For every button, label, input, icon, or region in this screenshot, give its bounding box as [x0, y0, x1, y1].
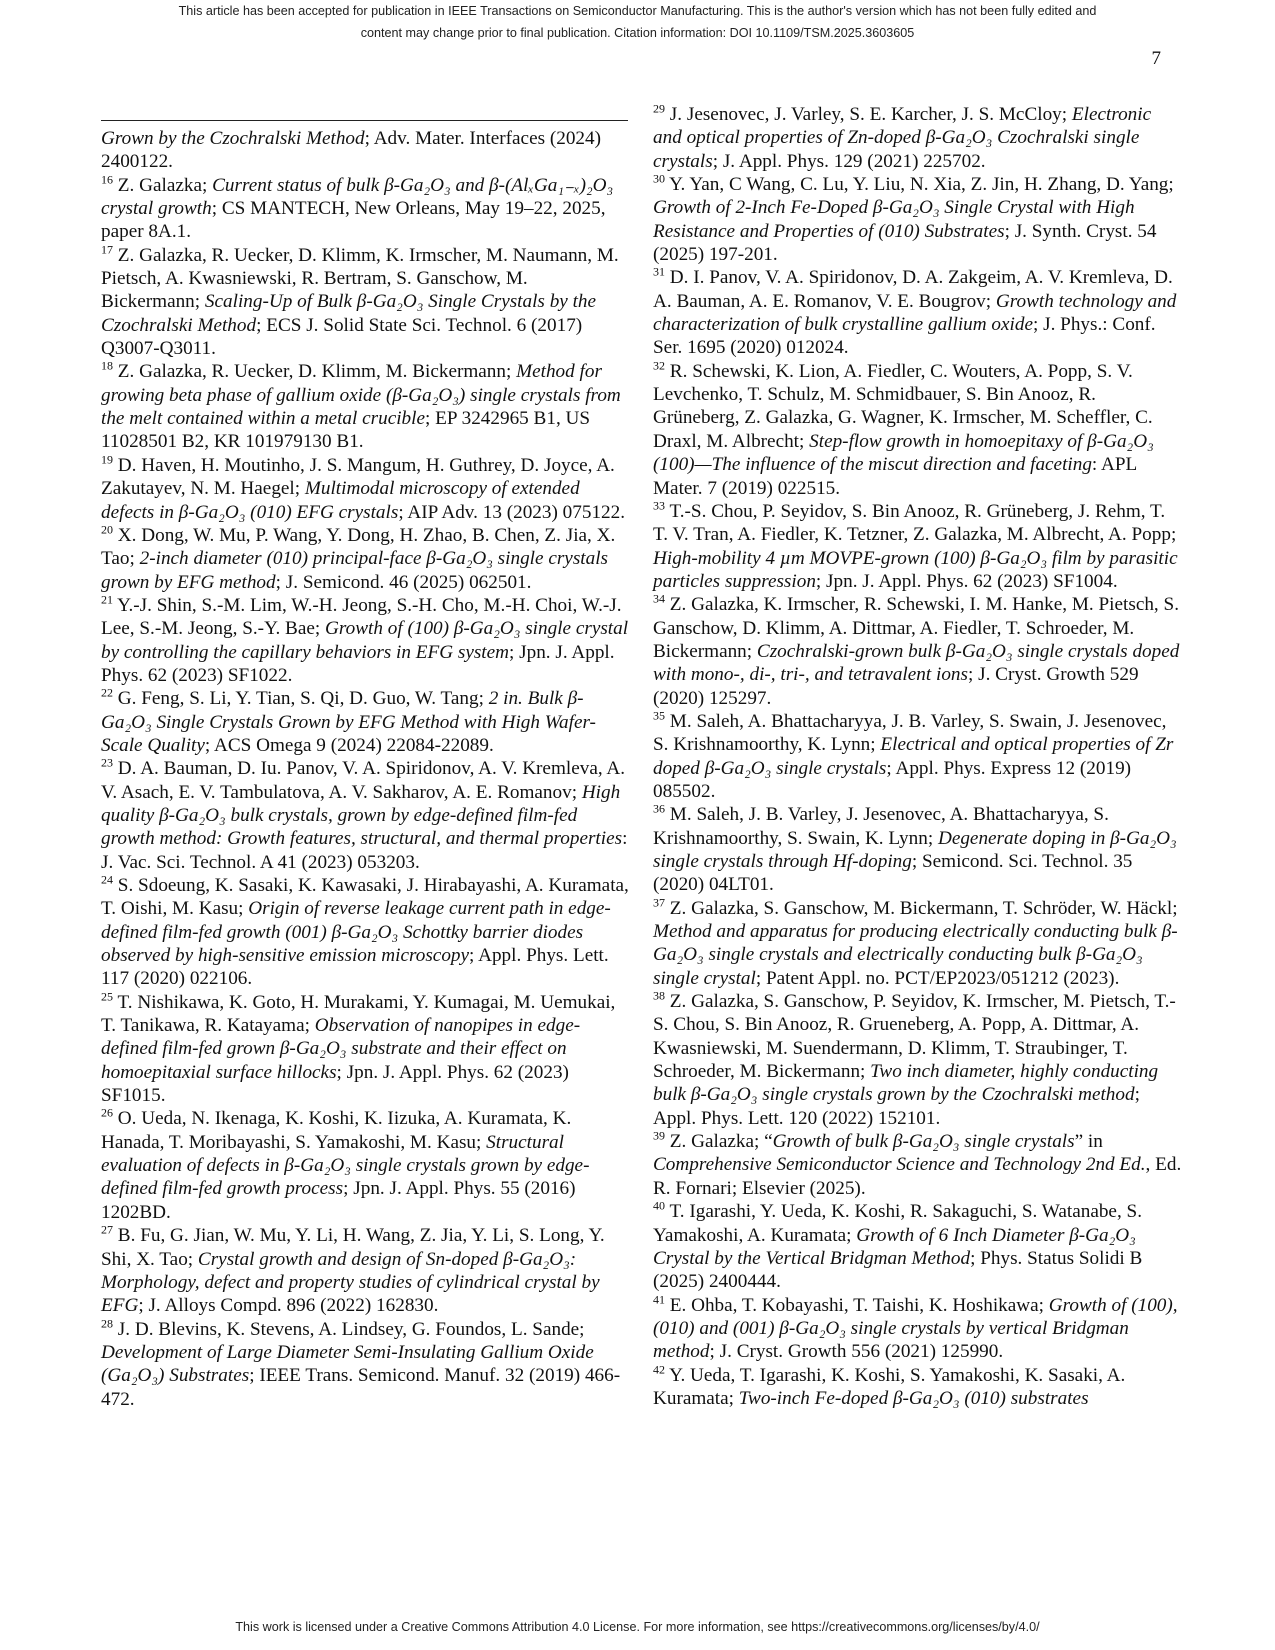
reference-text: ; EP 3242965 B1, US 11028501 B2, KR 101979130 B1.: [101, 408, 595, 453]
reference-number: 34: [653, 591, 665, 606]
reference-text: Z. Galazka, R. Uecker, D. Klimm, M. Bickermann;: [113, 361, 517, 383]
reference-text: Z. Galazka;: [113, 174, 213, 196]
reference-title: Electronic and optical properties of Zn-doped β-Ga₂O₃ Czochralski single crystals: [653, 104, 1156, 172]
reference-text: ; Patent Appl. no. PCT/EP2023/051212 (2023).: [755, 967, 1120, 989]
reference-title: 2-inch diameter (010) principal-face β-Ga₂O₃ single crystals grown by EFG method: [101, 548, 613, 593]
reference-text: D. A. Bauman, D. Iu. Panov, V. A. Spiridonov, A. V. Kremleva, A. V. Asach, E. V. Tambulatova, A. V. Sakharov, A. E. Romanov;: [101, 758, 630, 803]
reference-title: Crystal growth and design of Sn-doped β-Ga₂O₃: Morphology, defect and property studies of cylindrical crystal by EFG: [101, 1248, 605, 1317]
reference-entry: [653, 990, 1183, 1130]
reference-title: Growth technology and characterization of bulk crystalline gallium oxide: [653, 290, 1182, 336]
reference-text: ; IEEE Trans. Semicond. Manuf. 32 (2019) 466-472.: [101, 1365, 621, 1410]
reference-title: Observation of nanopipes in edge-defined film-fed grown β-Ga₂O₃ substrate and their effect on homoepitaxial surface hillocks: [101, 1015, 581, 1083]
reference-text: Y.-J. Shin, S.-M. Lim, W.-H. Jeong, S.-H. Cho, M.-H. Choi, W.-J. Lee, S.-M. Jeong, S.-Y. Bae;: [101, 594, 627, 640]
reference-title: Two-inch Fe-doped β-Ga₂O₃ (010) substrates: [738, 1387, 1089, 1409]
reference-text: ” in: [1074, 1131, 1108, 1153]
reference-text: G. Feng, S. Li, Y. Tian, S. Qi, D. Guo, W. Tang;: [113, 688, 489, 710]
reference-text: ; J. Synth. Cryst. 54 (2025) 197-201.: [653, 220, 1162, 266]
reference-number: 28: [101, 1316, 113, 1331]
reference-entry: [653, 266, 1183, 359]
reference-text: Z. Galazka, S. Ganschow, M. Bickermann, T. Schröder, W. Häckl;: [665, 897, 1183, 919]
reference-entry: [101, 1224, 629, 1317]
reference-number: 39: [653, 1128, 665, 1143]
reference-title: Two inch diameter, highly conducting bulk β-Ga₂O₃ single crystals grown by the Czochralski method: [653, 1061, 1163, 1106]
reference-number: 29: [653, 101, 665, 116]
reference-entry: [653, 803, 1183, 896]
reference-text: ; J. Cryst. Growth 556 (2021) 125990.: [709, 1341, 1004, 1363]
reference-title: Growth of (100), (010) and (001) β-Ga₂O₃ single crystals by vertical Bridgman method: [653, 1294, 1183, 1363]
reference-text: Z. Galazka, S. Ganschow, P. Seyidov, K. Irmscher, M. Pietsch, T.-S. Chou, S. Bin Anooz, R. Grueneberg, A. Popp, A. Dittmar, A. Kwasniewski, M. Suendermann, D. Klimm, T. Straubinger, T. Schroeder, M. Bickermann;: [653, 991, 1176, 1083]
reference-number: 37: [653, 895, 665, 910]
reference-title: Growth of bulk β-Ga₂O₃ single crystals: [772, 1131, 1075, 1153]
reference-number: 31: [653, 265, 665, 280]
reference-text: R. Schewski, K. Lion, A. Fiedler, C. Wouters, A. Popp, S. V. Levchenko, T. Schulz, M. Schmidbauer, S. Bin Anooz, R. Grüneberg, Z. Galazka, G. Wagner, K. Irmscher, M. Scheffler, C. Draxl, M. Albrecht;: [653, 360, 1158, 452]
reference-number: 30: [653, 171, 665, 186]
reference-text: J. D. Blevins, K. Stevens, A. Lindsey, G. Foundos, L. Sande;: [113, 1318, 590, 1340]
reference-title: Method and apparatus for producing electrically conducting bulk β-Ga₂O₃ single crystals and electrically conducting bulk β-Ga₂O₃ single crystal: [653, 921, 1178, 989]
reference-number: 21: [101, 592, 113, 607]
reference-entry: [101, 592, 633, 687]
reference-entry: [653, 593, 1183, 710]
reference-title: Growth of (100) β-Ga₂O₃ single crystal by controlling the capillary behaviors in EFG system: [101, 618, 633, 663]
reference-number: 26: [101, 1106, 113, 1121]
reference-text: ; J. Phys.: Conf. Ser. 1695 (2020) 012024.: [653, 314, 1161, 359]
reference-title: Growth of 6 Inch Diameter β-Ga₂O₃ Crystal by the Vertical Bridgman Method: [653, 1224, 1141, 1269]
reference-title: Czochralski-grown bulk β-Ga₂O₃ single crystals doped with mono-, di-, tri-, and tetravalent ions: [653, 640, 1185, 686]
reference-text: , Ed. R. Fornari; Elsevier (2025).: [653, 1154, 1187, 1199]
reference-text: D. Haven, H. Moutinho, J. S. Mangum, H. Guthrey, D. Joyce, A. Zakutayev, N. M. Haegel;: [101, 454, 620, 500]
reference-entry: [101, 127, 629, 174]
reference-text: ; Phys. Status Solidi B (2025) 2400444.: [653, 1247, 1148, 1293]
reference-text: ; Appl. Phys. Lett. 120 (2022) 152101.: [653, 1084, 1144, 1129]
reference-text: Y. Ueda, T. Igarashi, K. Koshi, S. Yamakoshi, K. Sasaki, A. Kuramata;: [653, 1364, 1131, 1409]
reference-number: 18: [101, 359, 113, 374]
reference-text: ; CS MANTECH, New Orleans, May 19–22, 2025, paper 8A.1.: [101, 198, 611, 243]
reference-title: Grown by the Czochralski Method: [101, 128, 365, 149]
reference-text: T.-S. Chou, P. Seyidov, S. Bin Anooz, R. Grüneberg, J. Rehm, T. T. V. Tran, A. Fiedler, K. Tetzner, Z. Galazka, M. Albrecht, A. Popp;: [653, 500, 1182, 546]
reference-text: ; ECS J. Solid State Sci. Technol. 6 (2017) Q3007-Q3011.: [101, 314, 587, 360]
reference-text: E. Ohba, T. Kobayashi, T. Taishi, K. Hoshikawa;: [665, 1294, 1049, 1316]
reference-number: 20: [101, 522, 113, 537]
license-footer: This work is licensed under a Creative Commons Attribution 4.0 License. For more information, see https://creativecommons.org/licenses/by/4.0/: [235, 1620, 1040, 1634]
reference-text: ; ACS Omega 9 (2024) 22084-22089.: [204, 734, 494, 756]
reference-entry: [653, 897, 1183, 990]
reference-entry: [101, 454, 629, 524]
reference-text: ; J. Appl. Phys. 129 (2021) 225702.: [712, 150, 986, 172]
reference-text: : J. Vac. Sci. Technol. A 41 (2023) 053203.: [101, 828, 633, 873]
reference-text: O. Ueda, N. Ikenaga, K. Koshi, K. Iizuka, A. Kuramata, K. Hanada, T. Moribayashi, S. Yamakoshi, M. Kasu;: [101, 1108, 577, 1153]
reference-text: ; Semicond. Sci. Technol. 35 (2020) 04LT01.: [653, 851, 1138, 896]
reference-title: Scaling-Up of Bulk β-Ga₂O₃ Single Crystals by the Czochralski Method: [101, 291, 601, 336]
reference-number: 33: [653, 498, 665, 513]
reference-entry: [653, 1200, 1183, 1293]
reference-number: 23: [101, 755, 113, 770]
reference-title: Step-flow growth in homoepitaxy of β-Ga₂O₃ (100)—The influence of the miscut direction and faceting: [653, 430, 1159, 476]
reference-number: 41: [653, 1292, 665, 1307]
reference-number: 38: [653, 988, 665, 1003]
reference-text: B. Fu, G. Jian, W. Mu, Y. Li, H. Wang, Z. Jia, Y. Li, S. Long, Y. Shi, X. Tao;: [101, 1225, 610, 1270]
reference-title: Method for growing beta phase of gallium oxide (β-Ga₂O₃) single crystals from the melt contained within a metal crucible: [101, 361, 626, 430]
reference-text: ; Adv. Mater. Interfaces (2024) 2400122.: [101, 128, 606, 173]
reference-number: 27: [101, 1222, 113, 1237]
reference-text: Z. Galazka, K. Irmscher, R. Schewski, I. M. Hanke, M. Pietsch, S. Ganschow, D. Klimm, A. Dittmar, A. Fiedler, T. Schroeder, M. Bickermann;: [653, 594, 1184, 662]
reference-title: Electrical and optical properties of Zr doped β-Ga₂O₃ single crystals: [653, 734, 1179, 779]
reference-number: 42: [653, 1362, 665, 1377]
reference-title: Multimodal microscopy of extended defects in β-Ga₂O₃ (010) EFG crystals: [101, 478, 585, 523]
reference-title: High quality β-Ga₂O₃ bulk crystals, grown by edge-defined film-fed growth method: Growth features, structural, and thermal properties: [101, 781, 625, 850]
reference-entry: [653, 1294, 1183, 1364]
reference-text: ; J. Cryst. Growth 529 (2020) 125297.: [653, 664, 1144, 709]
reference-text: ; Jpn. J. Appl. Phys. 55 (2016) 1202BD.: [101, 1178, 581, 1223]
reference-text: T. Igarashi, Y. Ueda, K. Koshi, R. Sakaguchi, S. Watanabe, S. Yamakoshi, A. Kuramata;: [653, 1201, 1147, 1246]
reference-entry: [653, 103, 1183, 173]
reference-text: Z. Galazka, R. Uecker, D. Klimm, K. Irmscher, M. Naumann, M. Pietsch, A. Kwasniewski, R. Bertram, S. Ganschow, M. Bickermann;: [101, 244, 624, 313]
reference-entry: [653, 360, 1183, 500]
reference-number: 36: [653, 801, 665, 816]
reference-title: Development of Large Diameter Semi-Insulating Gallium Oxide (Ga₂O₃) Substrates: [101, 1341, 599, 1387]
reference-entry: [101, 1318, 629, 1411]
reference-text: Z. Galazka; “: [665, 1131, 773, 1153]
reference-text: ; Appl. Phys. Express 12 (2019) 085502.: [653, 757, 1136, 802]
header-line-1: This article has been accepted for publication in IEEE Transactions on Semiconductor Manufacturing. This is the author's version which has not been fully edited and: [178, 4, 1097, 18]
reference-entry: [101, 755, 633, 874]
reference-text: J. Jesenovec, J. Varley, S. E. Karcher, J. S. McCloy;: [665, 104, 1072, 125]
reference-entry: [653, 1128, 1187, 1200]
reference-entry: [101, 524, 629, 594]
reference-entry: [653, 710, 1183, 803]
reference-text: ; J. Semicond. 46 (2025) 062501.: [275, 571, 532, 593]
reference-entry: [101, 244, 629, 361]
reference-number: 32: [653, 358, 665, 373]
reference-number: 35: [653, 708, 665, 723]
reference-text: ; Jpn. J. Appl. Phys. 62 (2023) SF1015.: [101, 1061, 574, 1107]
reference-entry: [653, 173, 1183, 266]
reference-text: ; Jpn. J. Appl. Phys. 62 (2023) SF1004.: [815, 570, 1118, 592]
reference-title: Degenerate doping in β-Ga₂O₃ single crystals through Hf-doping: [653, 827, 1182, 872]
reference-entry: [101, 687, 629, 757]
reference-title: Origin of reverse leakage current path in edge-defined film-fed growth (001) β-Ga₂O₃ Schottky barrier diodes observed by high-sensitive emission microscopy: [101, 898, 611, 967]
reference-text: ; Jpn. J. Appl. Phys. 62 (2023) SF1022.: [101, 641, 620, 686]
reference-number: 25: [101, 989, 113, 1004]
reference-title: Growth of 2-Inch Fe-Doped β-Ga₂O₃ Single Crystal with High Resistance and Properties of (010) Substrates: [653, 197, 1140, 242]
footnote-rule: [101, 120, 628, 121]
reference-entry: [101, 174, 629, 244]
reference-title: Structural evaluation of defects in β-Ga₂O₃ single crystals grown by edge-defined film-fed growth process: [101, 1131, 590, 1200]
reference-text: ; AIP Adv. 13 (2023) 075122.: [398, 501, 626, 523]
reference-entry: [653, 1364, 1183, 1411]
reference-title: Current status of bulk β-Ga₂O₃ and β-(AlₓGa₁₋ₓ)₂O₃ crystal growth: [101, 174, 618, 220]
reference-text: S. Sdoeung, K. Sasaki, K. Kawasaki, J. Hirabayashi, A. Kuramata, T. Oishi, M. Kasu;: [101, 875, 634, 920]
reference-entry: [101, 991, 629, 1108]
journal-header: [0, 0, 1275, 44]
reference-entry: [101, 872, 634, 991]
reference-number: 17: [101, 242, 113, 257]
header-line-2: content may change prior to final publication. Citation information: DOI 10.1109/TSM.2025.3603605: [360, 26, 915, 40]
reference-number: 22: [101, 685, 113, 700]
reference-text: X. Dong, W. Mu, P. Wang, Y. Dong, H. Zhao, B. Chen, Z. Jia, X. Tao;: [101, 524, 620, 570]
reference-title: Comprehensive Semiconductor Science and Technology 2nd Ed.: [653, 1154, 1146, 1176]
reference-number: 24: [101, 872, 113, 887]
reference-title: High-mobility 4 µm MOVPE-grown (100) β-Ga₂O₃ film by parasitic particles suppression: [653, 547, 1183, 592]
reference-text: : APL Mater. 7 (2019) 022515.: [653, 454, 1142, 499]
reference-entry: [101, 1107, 629, 1224]
reference-text: ; Appl. Phys. Lett. 117 (2020) 022106.: [101, 945, 614, 990]
reference-entry: [653, 500, 1183, 593]
reference-text: M. Saleh, J. B. Varley, J. Jesenovec, A. Bhattacharyya, S. Krishnamoorthy, S. Swain, K. Lynn;: [653, 804, 1114, 849]
reference-text: ; J. Alloys Compd. 896 (2022) 162830.: [138, 1295, 439, 1317]
page-number: 7: [1151, 48, 1161, 69]
right-column: [653, 101, 1187, 1410]
reference-text: T. Nishikawa, K. Goto, H. Murakami, Y. Kumagai, M. Uemukai, T. Tanikawa, R. Katayama;: [101, 991, 620, 1037]
reference-number: 16: [101, 172, 113, 187]
reference-text: D. I. Panov, V. A. Spiridonov, D. A. Zakgeim, A. V. Kremleva, D. A. Bauman, A. E. Romanov, V. E. Bougrov;: [653, 267, 1177, 312]
reference-text: M. Saleh, A. Bhattacharyya, J. B. Varley, S. Swain, J. Jesenovec, S. Krishnamoorthy, K. Lynn;: [653, 710, 1172, 756]
reference-number: 40: [653, 1198, 665, 1213]
reference-number: 19: [101, 452, 113, 467]
reference-entry: [101, 360, 629, 453]
left-column: [101, 127, 634, 1411]
reference-title: 2 in. Bulk β-Ga₂O₃ Single Crystals Grown by EFG Method with High Wafer-Scale Quality: [101, 688, 596, 756]
reference-text: Y. Yan, C Wang, C. Lu, Y. Liu, N. Xia, Z. Jin, H. Zhang, D. Yang;: [665, 174, 1179, 196]
